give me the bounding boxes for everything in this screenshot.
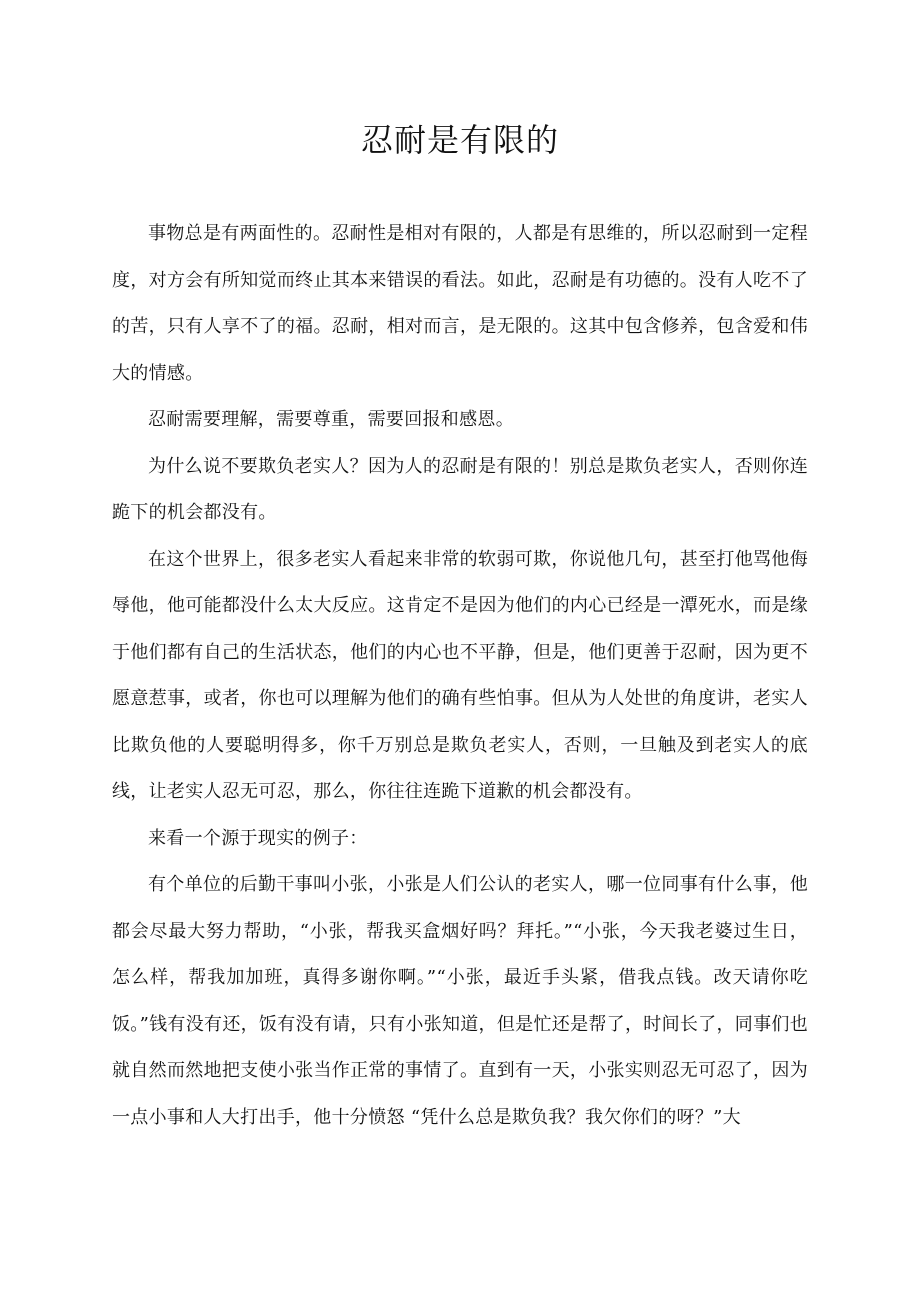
paragraph: 事物总是有两面性的。忍耐性是相对有限的，人都是有思维的，所以忍耐到一定程度，对方会有所知觉而终止其本来错误的看法。如此，忍耐是有功德的。没有人吃不了的苦，只有人享不了的福。忍耐，相对而言，是无限的。这其中包含修养，包含爱和伟大的情感。 <box>112 223 808 384</box>
paragraph: 来看一个源于现实的例子： <box>148 827 368 849</box>
document-body <box>112 211 808 1141</box>
paragraph: 在这个世界上，很多老实人看起来非常的软弱可欺，你说他几句，甚至打他骂他侮辱他，他可能都没什么太大反应。这肯定不是因为他们的内心已经是一潭死水，而是缘于他们都有自己的生活状态，他们的内心也不平静，但是，他们更善于忍耐，因为更不愿意惹事，或者，你也可以理解为他们的确有些怕事。但从为人处世的角度讲，老实人比欺负他的人要聪明得多，你千万别总是欺负老实人，否则，一旦触及到老实人的底线，让老实人忍无可忍，那么，你往往连跪下道歉的机会都没有。 <box>112 548 808 802</box>
document-title: 忍耐是有限的 <box>360 121 559 159</box>
paragraph: 为什么说不要欺负老实人？因为人的忍耐是有限的！别总是欺负老实人，否则你连跪下的机会都没有。 <box>112 455 808 523</box>
paragraph: 忍耐需要理解，需要尊重，需要回报和感恩。 <box>148 409 514 430</box>
paragraph: 有个单位的后勤干事叫小张，小张是人们公认的老实人，哪一位同事有什么事，他都会尽最大努力帮助，“小张，帮我买盒烟好吗？拜托。”“小张，今天我老婆过生日，怎么样，帮我加加班，真得多谢你啊。”“小张，最近手头紧，借我点钱。改天请你吃饭。”钱有没有还，饭有没有请，只有小张知道，但是忙还是帮了，时间长了，同事们也就自然而然地把支使小张当作正常的事情了。直到有一天，小张实则忍无可忍了，因为一点小事和人大打出手，他十分愤怒 “凭什么总是欺负我？我欠你们的呀？”大 <box>112 874 808 1128</box>
